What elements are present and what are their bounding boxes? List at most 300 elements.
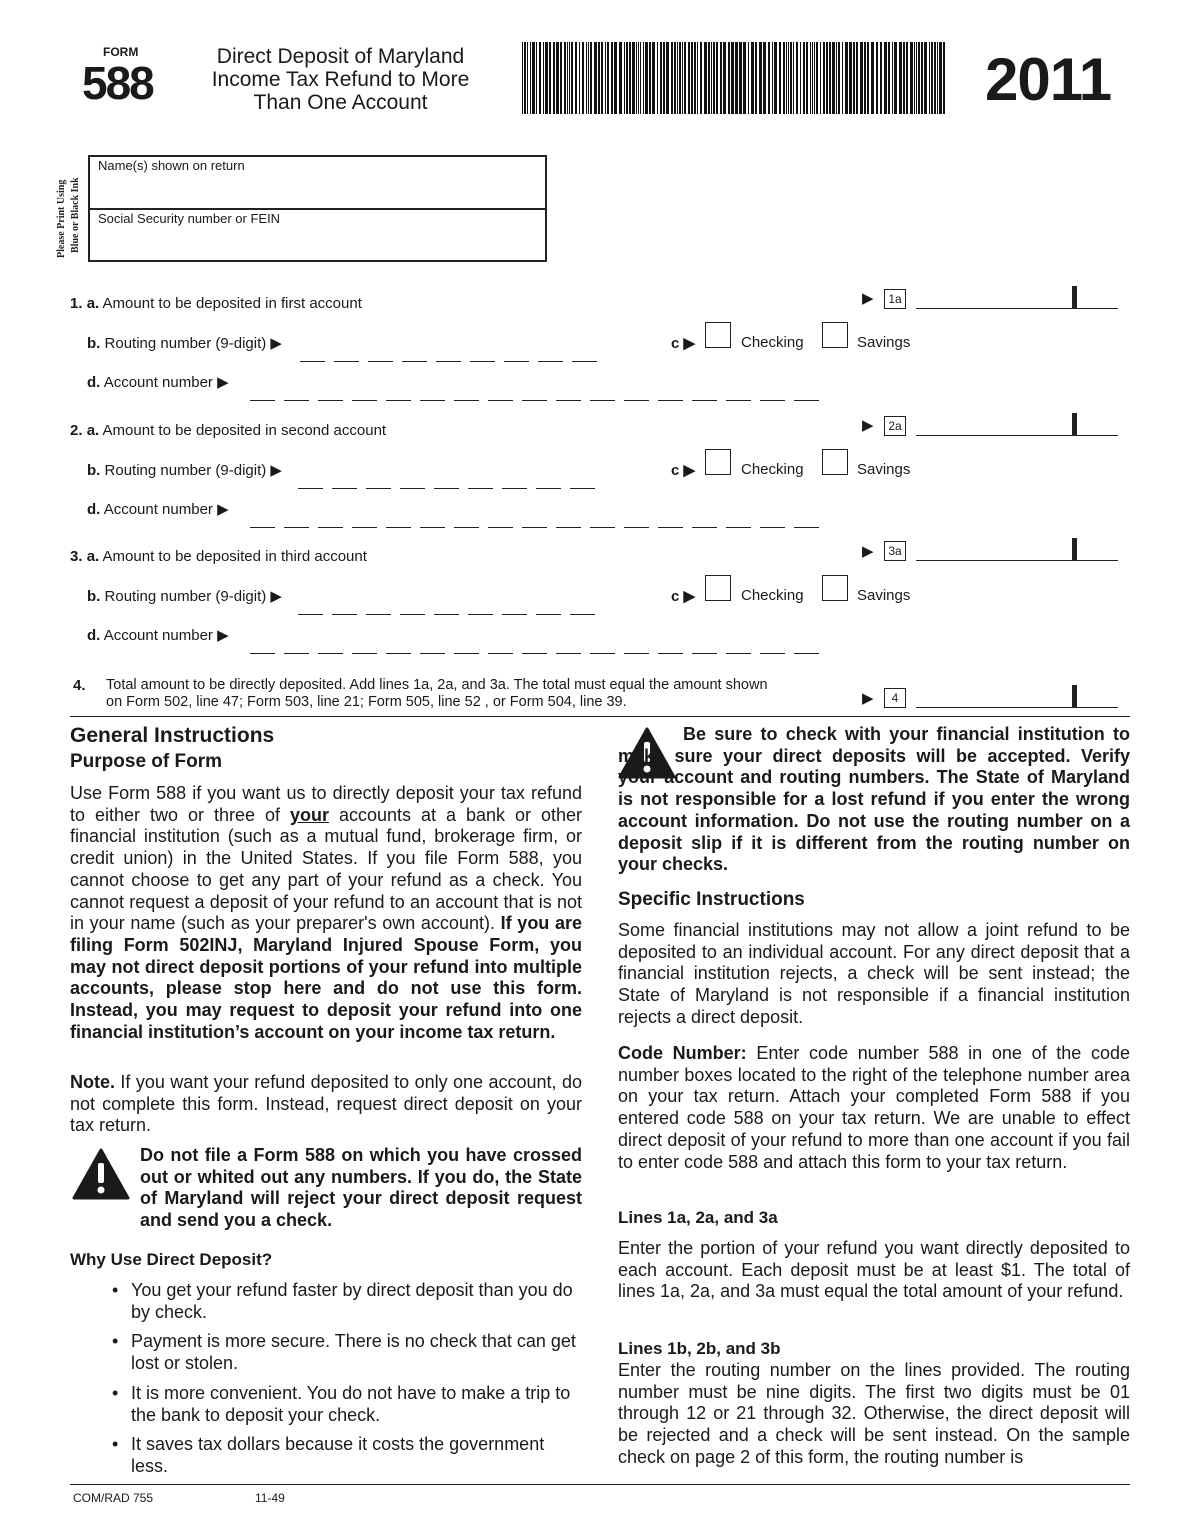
digit-slot[interactable]	[250, 399, 275, 401]
barcode-bar	[774, 42, 777, 114]
line-4-text-1: Total amount to be directly deposited. Add lines 1a, 2a, and 3a. The total must equal the amount shown	[106, 677, 768, 693]
digit-slot[interactable]	[794, 652, 819, 654]
arrow-icon: ▶	[862, 417, 874, 434]
digit-slot[interactable]	[250, 526, 275, 528]
digit-slot[interactable]	[332, 487, 357, 489]
digit-slot[interactable]	[590, 526, 615, 528]
line-1b: b. Routing number (9-digit) ▶	[87, 335, 282, 352]
bullet-text: Payment is more secure. There is no check that can get lost or stolen.	[131, 1331, 576, 1374]
line-2c: c ▶	[671, 462, 696, 479]
barcode-bar	[704, 42, 707, 114]
barcode-bar	[582, 42, 584, 114]
digit-slot[interactable]	[504, 360, 529, 362]
barcode-bar	[638, 42, 639, 114]
digit-slot[interactable]	[454, 652, 479, 654]
barcode-bar	[607, 42, 609, 114]
account-3-field[interactable]	[250, 641, 828, 659]
checking-checkbox[interactable]	[705, 322, 731, 348]
line-3b: b. Routing number (9-digit) ▶	[87, 588, 282, 605]
barcode-bar	[751, 42, 754, 114]
barcode-bar	[530, 42, 531, 114]
purpose-bold-text: If you are filing Form 502INJ, Maryland Injured Spouse Form, you may not direct deposit portions of your refund into multiple accounts, please stop here and do not use this form. Instead, you may request to deposit your refund into one financial institution’s account on your income tax return.	[70, 913, 582, 1042]
tax-year: 2011	[985, 46, 1112, 113]
bullet-icon: •	[112, 1382, 119, 1403]
barcode-bar	[796, 42, 798, 114]
barcode-bar	[564, 42, 566, 114]
digit-slot[interactable]	[556, 399, 581, 401]
digit-slot[interactable]	[726, 399, 751, 401]
digit-slot[interactable]	[556, 652, 581, 654]
footer-divider	[70, 1484, 1130, 1485]
digit-slot[interactable]	[284, 526, 309, 528]
lines-b-text: Enter the routing number on the lines provided. The routing number must be nine digits. The first two digits must be 01 through 12 or 21 through 32. Otherwise, the direct deposit will be rejected and a check will be sent instead. On the sample check on page 2 of this form, the routing number is	[618, 1360, 1130, 1467]
digit-slot[interactable]	[420, 652, 445, 654]
digit-slot[interactable]	[368, 360, 393, 362]
taxpayer-box	[88, 155, 547, 262]
line-4-label	[106, 677, 768, 711]
print-note-line-2: Blue or Black Ink	[70, 177, 81, 253]
barcode-bar	[688, 42, 690, 114]
savings-label: Savings	[857, 461, 911, 478]
digit-slot[interactable]	[434, 487, 459, 489]
form-title	[188, 45, 493, 114]
barcode-bar	[598, 42, 600, 114]
barcode-bar	[691, 42, 693, 114]
arrow-icon: ▶	[862, 690, 874, 707]
barcode-bar	[748, 42, 749, 114]
form-label: FORM	[103, 45, 139, 59]
barcode-bar	[772, 42, 773, 114]
digit-slot[interactable]	[488, 526, 513, 528]
crossed-out-warning: Do not file a Form 588 on which you have crossed out or whited out any numbers. If you do, the State of Maryland will reject your direct deposit request and send you a check.	[140, 1145, 582, 1231]
barcode-bar	[594, 42, 597, 114]
barcode-bar	[860, 42, 863, 114]
barcode-bar	[728, 42, 730, 114]
bullet-icon: •	[112, 1331, 119, 1352]
list-item	[112, 1383, 582, 1426]
code-number-text	[618, 1043, 1130, 1173]
line-tag: 1a	[884, 289, 906, 309]
barcode-bar	[788, 42, 789, 114]
barcode-bar	[929, 42, 930, 114]
barcode-bar	[614, 42, 617, 114]
digit-slot[interactable]	[420, 526, 445, 528]
barcode-bar	[939, 42, 942, 114]
barcode-bar	[605, 42, 606, 114]
barcode-bar	[629, 42, 631, 114]
barcode-bar	[800, 42, 801, 114]
digit-slot[interactable]	[726, 652, 751, 654]
digit-slot[interactable]	[570, 613, 595, 615]
barcode-bar	[849, 42, 852, 114]
barcode-bar	[601, 42, 603, 114]
barcode-bar	[823, 42, 825, 114]
line-letter: b.	[87, 335, 101, 352]
barcode-bar	[906, 42, 908, 114]
digit-slot[interactable]	[352, 526, 377, 528]
decimal-marker	[1072, 538, 1077, 560]
arrow-icon: ▶	[862, 290, 874, 307]
line-number: 2.	[70, 422, 83, 439]
decimal-marker	[1072, 286, 1077, 308]
specific-instructions-heading: Specific Instructions	[618, 889, 805, 910]
digit-slot[interactable]	[352, 399, 377, 401]
digit-slot[interactable]	[538, 360, 563, 362]
line-tag: 3a	[884, 541, 906, 561]
barcode-bar	[903, 42, 905, 114]
account-1-field[interactable]	[250, 388, 828, 406]
purpose-text-2: accounts at a bank or other financial institution (such as a mutual fund, brokerage firm, or credit union) in the United States. If you file Form 588, you cannot choose to get any part of your refund as a check. You cannot request a deposit of your refund to an account that is not in your name (such as your preparer's own account).	[70, 804, 582, 934]
digit-slot[interactable]	[624, 399, 649, 401]
line-3a	[70, 548, 367, 565]
barcode-bar	[571, 42, 573, 114]
barcode-bar	[790, 42, 792, 114]
barcode-bar	[768, 42, 770, 114]
line-2d-label: Account number	[103, 501, 213, 518]
bank-warning: Be sure to check with your financial institution to make sure your direct deposits will be accepted. Verify your account and routing numbers. The State of Maryland is not responsible for a lost refund if you enter the wrong account information. Do not use the routing number on a deposit slip if it is different from the routing number on your checks.	[618, 724, 1130, 875]
digit-slot[interactable]	[334, 360, 359, 362]
lines-b-heading: Lines 1b, 2b, and 3b	[618, 1339, 781, 1358]
ssn-field[interactable]	[98, 211, 280, 226]
digit-slot[interactable]	[536, 487, 561, 489]
barcode-bar	[575, 42, 577, 114]
digit-slot[interactable]	[284, 652, 309, 654]
digit-slot[interactable]	[658, 526, 683, 528]
revision-code: 11-49	[255, 1491, 285, 1505]
barcode-bar	[640, 42, 641, 114]
barcode-bar	[842, 42, 843, 114]
digit-slot[interactable]	[692, 652, 717, 654]
barcode-bar	[560, 42, 562, 114]
line-number: 1.	[70, 295, 83, 312]
digit-slot[interactable]	[502, 613, 527, 615]
barcode-bar	[697, 42, 698, 114]
form-code: COM/RAD 755	[73, 1491, 154, 1505]
barcode-bar	[694, 42, 696, 114]
line-3b-label: Routing number (9-digit)	[104, 588, 267, 605]
savings-label: Savings	[857, 334, 911, 351]
checking-label: Checking	[741, 587, 804, 604]
digit-slot[interactable]	[488, 399, 513, 401]
digit-slot[interactable]	[386, 399, 411, 401]
box-divider	[90, 208, 545, 210]
amount-2a-field[interactable]	[916, 434, 1118, 436]
account-2-field[interactable]	[250, 515, 828, 533]
code-body: Enter code number 588 in one of the code number boxes located to the right of the telephone number area on your tax return. Attach your completed Form 588 if you entered code 588 on your tax return. We are unable to effect direct deposit of your refund to more than one account if you fail to enter code 588 and attach this form to your tax return.	[618, 1043, 1130, 1172]
barcode-bar	[720, 42, 722, 114]
digit-slot[interactable]	[590, 652, 615, 654]
line-number: 3.	[70, 548, 83, 565]
line-letter: d.	[87, 374, 101, 391]
barcode-bar	[652, 42, 655, 114]
barcode-bar	[820, 42, 821, 114]
line-letter: d.	[87, 501, 101, 518]
digit-slot[interactable]	[250, 652, 275, 654]
digit-slot[interactable]	[402, 360, 427, 362]
barcode-bar	[916, 42, 917, 114]
warning-icon	[72, 1148, 130, 1200]
benefit-list	[112, 1280, 582, 1478]
barcode-bar	[934, 42, 936, 114]
barcode-bar	[899, 42, 902, 114]
digit-slot[interactable]	[624, 526, 649, 528]
line-tag: 2a	[884, 416, 906, 436]
barcode-bar	[663, 42, 665, 114]
digit-slot[interactable]	[434, 613, 459, 615]
digit-slot[interactable]	[436, 360, 461, 362]
barcode-bar	[682, 42, 683, 114]
list-item	[112, 1331, 582, 1374]
barcode-bar	[708, 42, 710, 114]
digit-slot[interactable]	[624, 652, 649, 654]
line-letter: a.	[86, 422, 100, 439]
digit-slot[interactable]	[536, 613, 561, 615]
barcode-bar	[522, 42, 523, 114]
barcode-bar	[853, 42, 855, 114]
checking-checkbox[interactable]	[705, 449, 731, 475]
bullet-icon: •	[112, 1280, 119, 1300]
total-amount-field[interactable]	[916, 706, 1118, 708]
barcode-bar	[586, 42, 587, 114]
digit-slot[interactable]	[794, 399, 819, 401]
digit-slot[interactable]	[318, 399, 343, 401]
list-item	[112, 1434, 582, 1477]
barcode-bar	[649, 42, 651, 114]
digit-slot[interactable]	[692, 526, 717, 528]
digit-slot[interactable]	[454, 526, 479, 528]
digit-slot[interactable]	[658, 399, 683, 401]
digit-slot[interactable]	[332, 613, 357, 615]
line-1a	[70, 295, 362, 312]
digit-slot[interactable]	[556, 526, 581, 528]
barcode-bar	[871, 42, 874, 114]
line-letter: c	[671, 588, 680, 605]
code-label: Code Number:	[618, 1043, 747, 1063]
barcode-bar	[910, 42, 913, 114]
barcode-bar	[556, 42, 559, 114]
bullet-text: You get your refund faster by direct deposit than you do by check.	[131, 1280, 573, 1322]
barcode-bar	[679, 42, 681, 114]
barcode-bar	[864, 42, 866, 114]
note-body: If you want your refund deposited to only one account, do not complete this form. Instead, request direct deposit on your tax return.	[70, 1072, 582, 1136]
bullet-icon: •	[112, 1434, 119, 1455]
barcode-bar	[624, 42, 625, 114]
digit-slot[interactable]	[658, 652, 683, 654]
barcode-bar	[645, 42, 648, 114]
purpose-text-1: Use Form 588 if you want us to directly deposit your tax refund to either two or three of	[70, 783, 582, 825]
purpose-text	[70, 783, 582, 1043]
savings-checkbox[interactable]	[822, 449, 848, 475]
specific-text: Some financial institutions may not allow a joint refund to be deposited to an individual account. For any direct deposit that a financial institution rejects, a check will be sent instead; the State of Maryland is not responsible if a financial institution rejects a direct deposit.	[618, 920, 1130, 1027]
digit-slot[interactable]	[726, 526, 751, 528]
barcode-bar	[588, 42, 589, 114]
digit-slot[interactable]	[468, 487, 493, 489]
digit-slot[interactable]	[300, 360, 325, 362]
lines-a-heading: Lines 1a, 2a, and 3a	[618, 1208, 778, 1227]
digit-slot[interactable]	[760, 526, 785, 528]
digit-slot[interactable]	[470, 360, 495, 362]
barcode-bar	[536, 42, 537, 114]
decimal-marker	[1072, 685, 1077, 707]
name-field[interactable]	[98, 158, 245, 173]
line-3a-label: Amount to be deposited in third account	[102, 548, 367, 565]
barcode-bar	[810, 42, 811, 114]
barcode-bar	[803, 42, 805, 114]
barcode-bar	[880, 42, 882, 114]
line-1b-label: Routing number (9-digit)	[104, 335, 267, 352]
barcode-bar	[867, 42, 869, 114]
barcode-bar	[739, 42, 742, 114]
digit-slot[interactable]	[522, 526, 547, 528]
amount-1a-field[interactable]	[916, 307, 1118, 309]
digit-slot[interactable]	[522, 399, 547, 401]
digit-slot[interactable]	[794, 526, 819, 528]
barcode-bar	[856, 42, 858, 114]
checking-label: Checking	[741, 334, 804, 351]
amount-3a-field[interactable]	[916, 559, 1118, 561]
purpose-heading: Purpose of Form	[70, 751, 223, 772]
barcode-bar	[539, 42, 541, 114]
savings-checkbox[interactable]	[822, 575, 848, 601]
digit-slot[interactable]	[318, 526, 343, 528]
digit-slot[interactable]	[692, 399, 717, 401]
digit-slot[interactable]	[522, 652, 547, 654]
digit-slot[interactable]	[366, 613, 391, 615]
list-item	[112, 1280, 582, 1323]
digit-slot[interactable]	[760, 399, 785, 401]
barcode-bar	[579, 42, 580, 114]
digit-slot[interactable]	[488, 652, 513, 654]
barcode	[522, 42, 947, 114]
line-letter: d.	[87, 627, 101, 644]
barcode-bar	[924, 42, 927, 114]
purpose-emphasis: your	[289, 804, 329, 825]
barcode-bar	[713, 42, 715, 114]
line-tag: 4	[884, 688, 906, 708]
digit-slot[interactable]	[400, 487, 425, 489]
why-heading: Why Use Direct Deposit?	[70, 1250, 273, 1269]
savings-label: Savings	[857, 587, 911, 604]
barcode-bar	[937, 42, 938, 114]
barcode-bar	[619, 42, 622, 114]
digit-slot[interactable]	[454, 399, 479, 401]
barcode-bar	[763, 42, 766, 114]
name-label: Name(s) shown on return	[98, 158, 245, 173]
line-1d-label: Account number	[103, 374, 213, 391]
line-letter: b.	[87, 588, 101, 605]
lines-a-text: Enter the portion of your refund you want directly deposited to each account. Each deposit must be at least $1. The total of lines 1a, 2a, and 3a must equal the total amount of your refund.	[618, 1238, 1130, 1302]
digit-slot[interactable]	[760, 652, 785, 654]
title-line-2: Income Tax Refund to More	[211, 68, 470, 91]
digit-slot[interactable]	[570, 487, 595, 489]
barcode-bar	[674, 42, 676, 114]
line-1c: c ▶	[671, 335, 696, 352]
bullet-text: It is more convenient. You do not have to make a trip to the bank to deposit your check.	[131, 1382, 571, 1425]
barcode-bar	[553, 42, 555, 114]
digit-slot[interactable]	[298, 487, 323, 489]
line-letter: b.	[87, 462, 101, 479]
barcode-bar	[816, 42, 818, 114]
digit-slot[interactable]	[590, 399, 615, 401]
barcode-bar	[894, 42, 897, 114]
line-3c: c ▶	[671, 588, 696, 605]
barcode-bar	[735, 42, 738, 114]
routing-2-field[interactable]	[298, 476, 604, 494]
checking-checkbox[interactable]	[705, 575, 731, 601]
digit-slot[interactable]	[352, 652, 377, 654]
barcode-bar	[657, 42, 658, 114]
line-2a-label: Amount to be deposited in second account	[102, 422, 387, 439]
line-3d-label: Account number	[103, 627, 213, 644]
barcode-bar	[845, 42, 848, 114]
line-1a-label: Amount to be deposited in first account	[102, 295, 362, 312]
digit-slot[interactable]	[366, 487, 391, 489]
barcode-bar	[666, 42, 669, 114]
line-2b: b. Routing number (9-digit) ▶	[87, 462, 282, 479]
barcode-bar	[660, 42, 662, 114]
title-line-1: Direct Deposit of Maryland	[216, 45, 465, 68]
line-letter: c	[671, 335, 680, 352]
digit-slot[interactable]	[386, 652, 411, 654]
barcode-bar	[755, 42, 757, 114]
barcode-bar	[826, 42, 828, 114]
digit-slot[interactable]	[298, 613, 323, 615]
barcode-bar	[812, 42, 813, 114]
barcode-bar	[888, 42, 890, 114]
line-letter: a.	[86, 548, 100, 565]
section-divider	[70, 716, 1130, 717]
digit-slot[interactable]	[318, 652, 343, 654]
line-2a	[70, 422, 386, 439]
digit-slot[interactable]	[572, 360, 597, 362]
barcode-bar	[671, 42, 673, 114]
digit-slot[interactable]	[400, 613, 425, 615]
digit-slot[interactable]	[284, 399, 309, 401]
digit-slot[interactable]	[420, 399, 445, 401]
digit-slot[interactable]	[386, 526, 411, 528]
barcode-bar	[716, 42, 718, 114]
savings-checkbox[interactable]	[822, 322, 848, 348]
barcode-bar	[590, 42, 592, 114]
decimal-marker	[1072, 413, 1077, 435]
barcode-bar	[914, 42, 915, 114]
line-4-number: 4.	[73, 677, 86, 694]
digit-slot[interactable]	[468, 613, 493, 615]
barcode-bar	[543, 42, 544, 114]
routing-3-field[interactable]	[298, 602, 604, 620]
line-letter: c	[671, 462, 680, 479]
line-letter: a.	[86, 295, 100, 312]
barcode-bar	[549, 42, 551, 114]
barcode-bar	[943, 42, 945, 114]
barcode-bar	[814, 42, 815, 114]
print-note-line-1: Please Print Using	[56, 179, 67, 258]
digit-slot[interactable]	[502, 487, 527, 489]
line-2d: d. Account number ▶	[87, 501, 229, 518]
routing-1-field[interactable]	[300, 349, 606, 367]
barcode-bar	[677, 42, 678, 114]
barcode-bar	[632, 42, 635, 114]
arrow-icon: ▶	[862, 543, 874, 560]
barcode-bar	[876, 42, 878, 114]
barcode-bar	[700, 42, 702, 114]
print-note	[44, 165, 84, 260]
barcode-bar	[567, 42, 568, 114]
barcode-bar	[532, 42, 535, 114]
barcode-bar	[832, 42, 835, 114]
barcode-bar	[759, 42, 762, 114]
form-number: 588	[82, 57, 153, 109]
